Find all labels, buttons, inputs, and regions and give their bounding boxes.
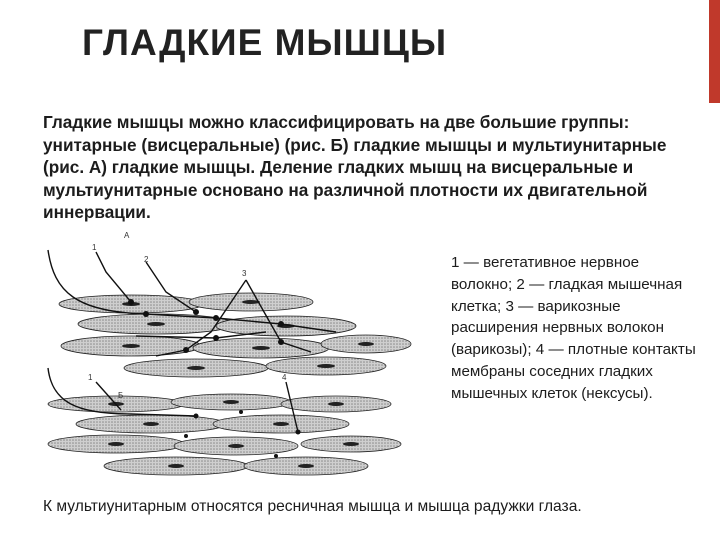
- figure-label-a1: 1: [92, 243, 97, 252]
- figure-label-b1: 1: [88, 373, 93, 382]
- panel-b-label: Б: [118, 391, 124, 400]
- slide-title: ГЛАДКИЕ МЫШЦЫ: [82, 22, 448, 63]
- figure-label-a3: 3: [242, 269, 247, 278]
- smooth-muscle-figure: [36, 232, 436, 500]
- figure-caption: 1 — вегетативное нервное волокно; 2 — гладкая мышечная клетка; 3 — варикозные расширения нервных волокон (варикозы); 4 — плотные контакты мембраны соседних гладких мышечных клеток (нексусы).: [451, 254, 696, 402]
- panel-a-cells: [59, 293, 411, 377]
- figure-label-b4: 4: [282, 373, 287, 382]
- accent-bar: [709, 0, 720, 103]
- figure-svg: [36, 232, 436, 500]
- panel-a-label: А: [124, 232, 130, 240]
- intro-paragraph: Гладкие мышцы можно классифицировать на две большие группы: унитарные (висцеральные) (рис. Б) гладкие мышцы и мультиунитарные (рис. А) гладкие мышцы. Деление гладких мышц на висцеральные и мультиунитарные основано на различной плотности их двигательной иннервации.: [43, 112, 667, 222]
- figure-label-a2: 2: [144, 255, 149, 264]
- panel-b-cells: [48, 394, 401, 475]
- footer-note: К мультиунитарным относятся ресничная мышца и мышца радужки глаза.: [43, 498, 582, 515]
